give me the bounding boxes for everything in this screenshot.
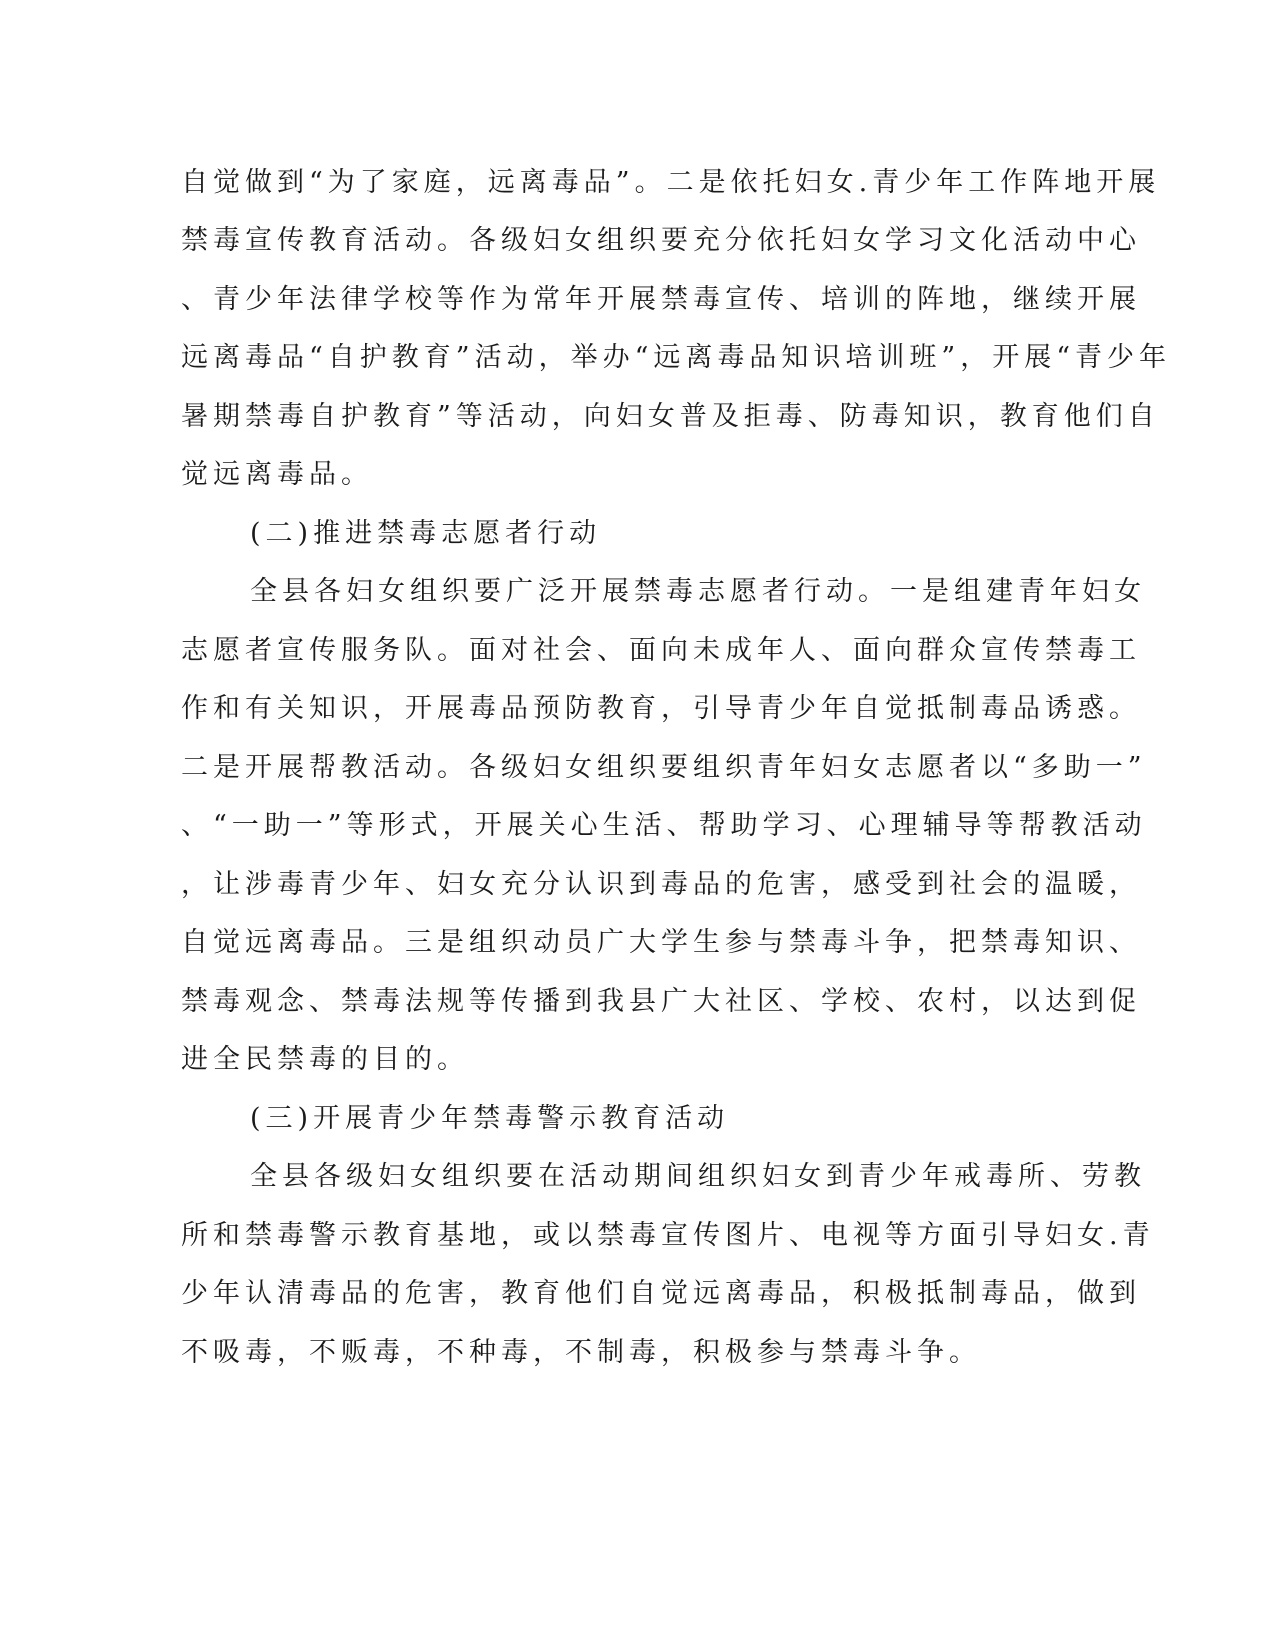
text-line: 进全民禁毒的目的。 [181,1044,469,1075]
text-line: 禁毒观念、禁毒法规等传播到我县广大社区、学校、农村，以达到促 [181,986,1141,1017]
text-line: 、青少年法律学校等作为常年开展禁毒宣传、培训的阵地，继续开展 [181,284,1141,315]
text-line: 全县各级妇女组织要在活动期间组织妇女到青少年戒毒所、劳教 [250,1161,1146,1192]
text-line: 禁毒宣传教育活动。各级妇女组织要充分依托妇女学习文化活动中心 [181,225,1141,256]
text-line: 自觉远离毒品。三是组织动员广大学生参与禁毒斗争，把禁毒知识、 [181,927,1141,958]
text-line: 志愿者宣传服务队。面对社会、面向未成年人、面向群众宣传禁毒工 [181,635,1141,666]
text-line: 全县各妇女组织要广泛开展禁毒志愿者行动。一是组建青年妇女 [250,576,1146,607]
text-line: 自觉做到“为了家庭，远离毒品”。二是依托妇女.青少年工作阵地开展 [181,167,1161,198]
section-heading: (三)开展青少年禁毒警示教育活动 [250,1103,730,1134]
text-line: 、“一助一”等形式，开展关心生活、帮助学习、心理辅导等帮教活动 [181,810,1147,841]
text-line: 远离毒品“自护教育”活动，举办“远离毒品知识培训班”，开展“青少年 [181,342,1172,373]
section-heading: (二)推进禁毒志愿者行动 [250,518,602,549]
text-line: 少年认清毒品的危害，教育他们自觉远离毒品，积极抵制毒品，做到 [181,1278,1141,1309]
text-line: 觉远离毒品。 [181,459,373,490]
text-line: 暑期禁毒自护教育”等活动，向妇女普及拒毒、防毒知识，教育他们自 [181,401,1160,432]
text-line: 不吸毒，不贩毒，不种毒，不制毒，积极参与禁毒斗争。 [181,1337,981,1368]
text-line: 作和有关知识，开展毒品预防教育，引导青少年自觉抵制毒品诱惑。 [181,693,1141,724]
text-line: ，让涉毒青少年、妇女充分认识到毒品的危害，感受到社会的温暖， [181,869,1141,900]
text-line: 二是开展帮教活动。各级妇女组织要组织青年妇女志愿者以“多助一” [181,752,1147,783]
text-line: 所和禁毒警示教育基地，或以禁毒宣传图片、电视等方面引导妇女.青 [181,1220,1155,1251]
